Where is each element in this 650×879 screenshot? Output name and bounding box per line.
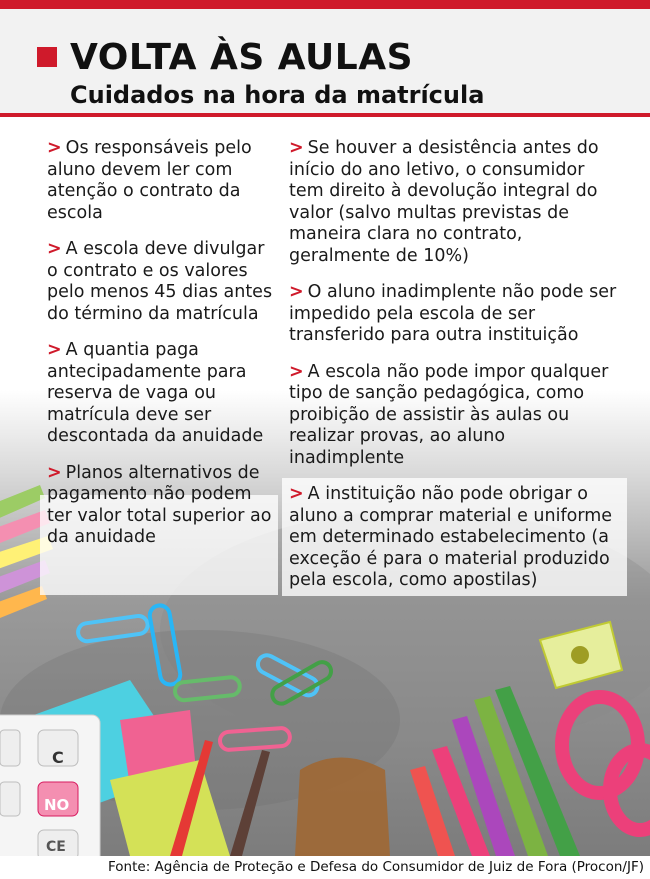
left-column — [47, 138, 277, 564]
title-square-icon — [37, 47, 57, 67]
list-item-text: Se houver a desistência antes do início do ano letivo, o consumidor tem direito à devolução integral do valor (salvo multas previstas de maneira clara no contrato, geralmente de 10%) — [289, 138, 599, 266]
list-item — [289, 362, 619, 470]
list-item-text: A instituição não pode obrigar o aluno a comprar material e uniforme em determinado estabelecimento (a exceção é para o material produzido pela escola, como apostilas) — [289, 484, 613, 590]
right-column — [289, 138, 619, 607]
chevron-right-icon: > — [47, 462, 62, 483]
list-item-text: Planos alternativos de pagamento não podem ter valor total superior ao da anuidade — [47, 462, 272, 547]
calculator-key-ce: CE — [46, 839, 66, 855]
list-item — [47, 239, 277, 325]
calculator-key-c: C — [52, 748, 64, 767]
list-item-text: A escola deve divulgar o contrato e os valores pelo menos 45 dias antes do término da matrícula — [47, 239, 273, 324]
list-item — [47, 138, 277, 224]
list-item — [289, 138, 619, 267]
list-item-text: Os responsáveis pelo aluno devem ler com atenção o contrato da escola — [47, 138, 252, 223]
list-item — [289, 282, 619, 347]
header-divider — [0, 113, 650, 117]
header-band — [0, 9, 650, 115]
chevron-right-icon: > — [289, 361, 304, 382]
page-title: VOLTA ÀS AULAS — [70, 37, 414, 78]
chevron-right-icon: > — [289, 484, 304, 504]
chevron-right-icon: > — [289, 282, 304, 302]
calculator-key-no: NO — [44, 796, 70, 814]
list-item-text: A escola não pode impor qualquer tipo de sanção pedagógica, como proibição de assistir às aulas ou realizar provas, ao aluno inadimplente — [289, 361, 609, 468]
list-item-text: O aluno inadimplente não pode ser impedido pela escola de ser transferido para outra instituição — [289, 282, 617, 345]
scissors-icon — [562, 697, 650, 830]
calculator-icon — [0, 715, 100, 856]
list-item — [47, 340, 277, 448]
chevron-right-icon: > — [289, 138, 304, 158]
list-item — [289, 484, 619, 592]
chevron-right-icon: > — [47, 138, 62, 158]
chevron-right-icon: > — [47, 239, 62, 259]
top-accent-bar — [0, 0, 650, 9]
page-subtitle: Cuidados na hora da matrícula — [70, 81, 485, 109]
list-item — [47, 463, 277, 549]
list-item-text: A quantia paga antecipadamente para reserva de vaga ou matrícula deve ser descontada da anuidade — [47, 340, 264, 446]
source-credit: Fonte: Agência de Proteção e Defesa do Consumidor de Juiz de Fora (Procon/JF) — [108, 859, 644, 875]
chevron-right-icon: > — [47, 340, 62, 360]
